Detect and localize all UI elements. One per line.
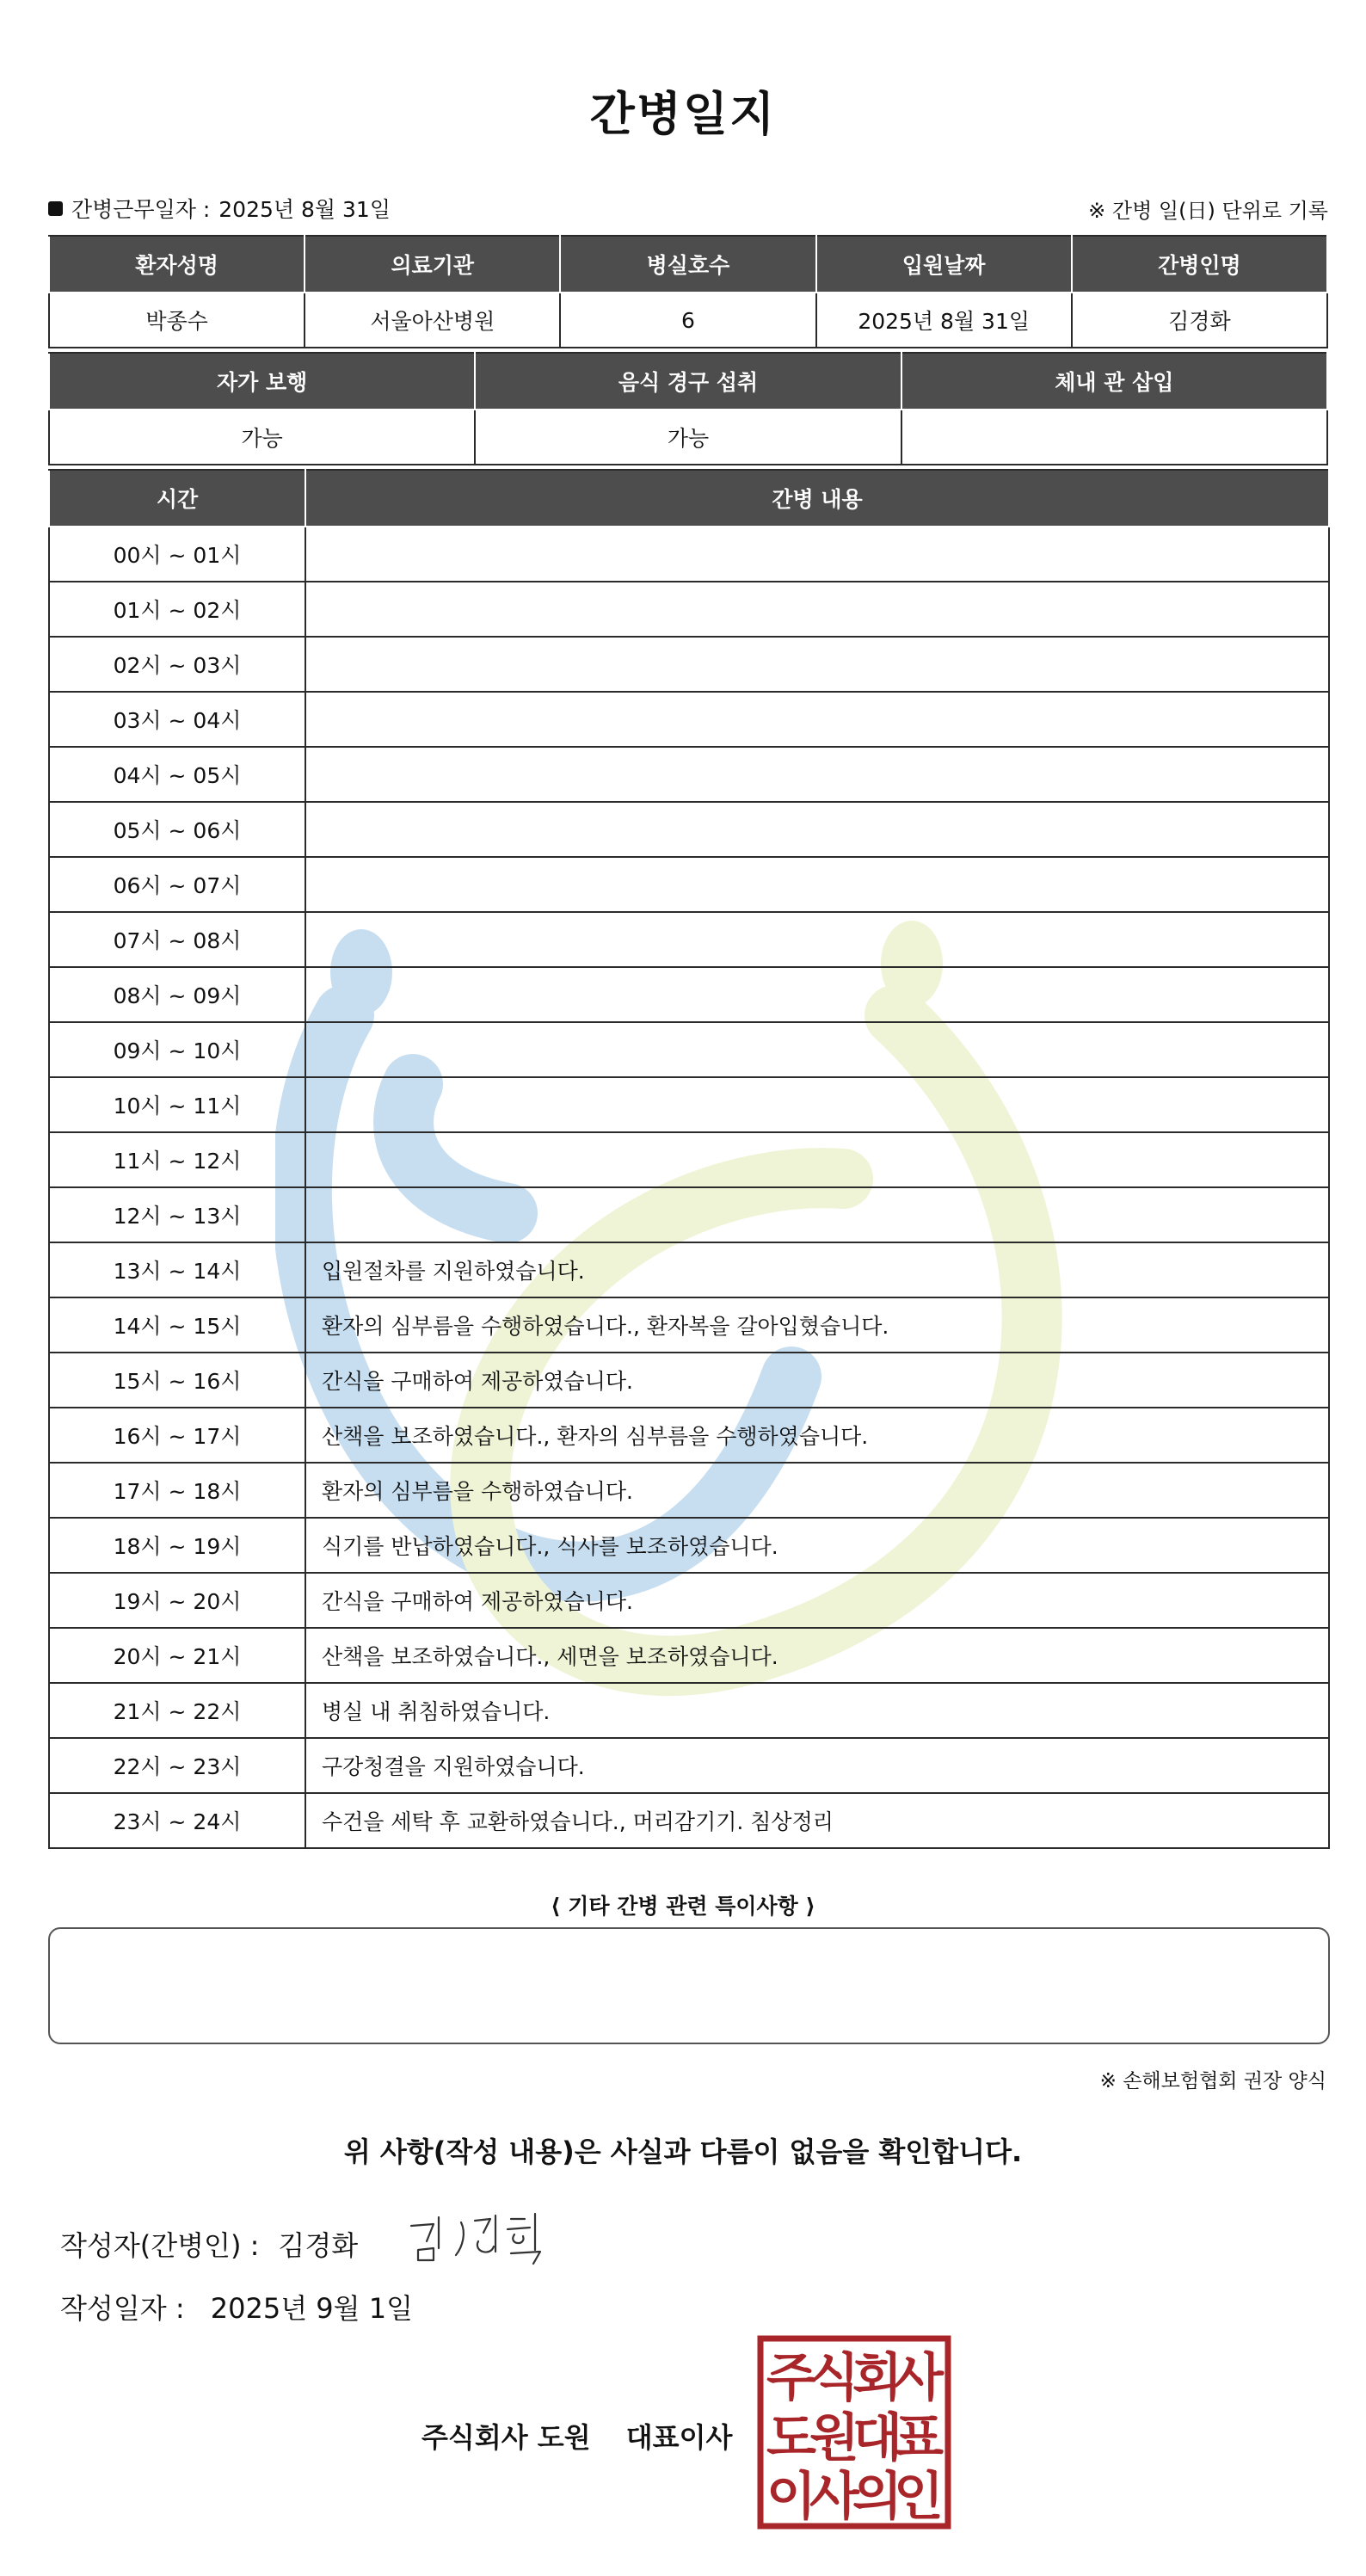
patient-info-header-row <box>49 236 1327 293</box>
room-number: 6 <box>560 293 815 348</box>
header-room-number: 병실호수 <box>560 236 815 293</box>
care-log-row <box>49 1353 1329 1408</box>
log-time: 13시 ~ 14시 <box>49 1242 305 1297</box>
log-content <box>305 857 1329 912</box>
svg-text:의: 의 <box>852 2467 902 2527</box>
company-line <box>421 2416 732 2456</box>
log-time: 06시 ~ 07시 <box>49 857 305 912</box>
page-title: 간병일지 <box>589 87 777 141</box>
log-content <box>305 967 1329 1022</box>
log-time: 20시 ~ 21시 <box>49 1628 305 1683</box>
care-log-row <box>49 1132 1329 1187</box>
care-log-row <box>49 802 1329 857</box>
care-log-row <box>49 967 1329 1022</box>
care-log-row <box>49 1573 1329 1628</box>
log-time: 09시 ~ 10시 <box>49 1022 305 1077</box>
header-oral-intake: 음식 경구 섭취 <box>475 353 901 410</box>
care-log-row <box>49 1187 1329 1242</box>
svg-text:표: 표 <box>894 2408 944 2468</box>
header-tube-insertion: 체내 관 삽입 <box>901 353 1327 410</box>
care-log-row <box>49 1077 1329 1132</box>
log-time: 08시 ~ 09시 <box>49 967 305 1022</box>
handwritten-signature <box>404 2207 559 2267</box>
header-care-content: 간병 내용 <box>305 470 1329 527</box>
care-log-row <box>49 1242 1329 1297</box>
care-log-row <box>49 1683 1329 1738</box>
log-time: 10시 ~ 11시 <box>49 1077 305 1132</box>
header-time: 시간 <box>49 470 305 527</box>
log-content <box>305 802 1329 857</box>
caregiver-name: 김경화 <box>1072 293 1327 348</box>
log-content: 입원절차를 지원하였습니다. <box>305 1242 1329 1297</box>
header-walking: 자가 보행 <box>49 353 475 410</box>
written-date-line <box>60 2287 413 2326</box>
svg-text:주: 주 <box>766 2348 816 2408</box>
care-log-row <box>49 747 1329 802</box>
confirmation-statement: 위 사항(작성 내용)은 사실과 다름이 없음을 확인합니다. <box>343 2135 1023 2168</box>
log-time: 12시 ~ 13시 <box>49 1187 305 1242</box>
care-log-row <box>49 527 1329 582</box>
care-log-row <box>49 1628 1329 1683</box>
care-log-row <box>49 1793 1329 1848</box>
oral-intake-status: 가능 <box>475 410 901 465</box>
log-content <box>305 747 1329 802</box>
meta-row <box>48 191 1328 225</box>
admission-date: 2025년 8월 31일 <box>816 293 1072 348</box>
care-log-row <box>49 1408 1329 1463</box>
care-log-row <box>49 637 1329 692</box>
special-notes-label: ⟨ 기타 간병 관련 특이사항 ⟩ <box>551 1894 815 1919</box>
log-content: 수건을 세탁 후 교환하였습니다., 머리감기기. 침상정리 <box>305 1793 1329 1848</box>
log-content <box>305 1187 1329 1242</box>
writer-label: 작성자(간병인) : <box>60 2229 260 2262</box>
header-admission-date: 입원날짜 <box>816 236 1072 293</box>
log-content: 간식을 구매하여 제공하였습니다. <box>305 1353 1329 1408</box>
log-time: 14시 ~ 15시 <box>49 1297 305 1353</box>
log-time: 07시 ~ 08시 <box>49 912 305 967</box>
tube-insertion-status <box>901 410 1327 465</box>
log-content <box>305 912 1329 967</box>
svg-text:원: 원 <box>809 2408 859 2468</box>
log-time: 22시 ~ 23시 <box>49 1738 305 1793</box>
svg-text:회: 회 <box>852 2348 902 2408</box>
header-patient-name: 환자성명 <box>49 236 305 293</box>
svg-text:인: 인 <box>894 2467 944 2527</box>
care-log-table <box>48 469 1330 1849</box>
log-time: 03시 ~ 04시 <box>49 692 305 747</box>
care-log-body <box>49 527 1329 1848</box>
log-time: 11시 ~ 12시 <box>49 1132 305 1187</box>
log-time: 23시 ~ 24시 <box>49 1793 305 1848</box>
log-time: 19시 ~ 20시 <box>49 1573 305 1628</box>
log-content: 환자의 심부름을 수행하였습니다., 환자복을 갈아입혔습니다. <box>305 1297 1329 1353</box>
log-time: 02시 ~ 03시 <box>49 637 305 692</box>
care-log-row <box>49 1297 1329 1353</box>
patient-name: 박종수 <box>49 293 305 348</box>
patient-info-value-row <box>49 293 1327 348</box>
log-content <box>305 1022 1329 1077</box>
log-time: 05시 ~ 06시 <box>49 802 305 857</box>
log-content <box>305 582 1329 637</box>
log-time: 00시 ~ 01시 <box>49 527 305 582</box>
header-caregiver-name: 간병인명 <box>1072 236 1327 293</box>
work-date-block <box>48 193 391 224</box>
log-content <box>305 692 1329 747</box>
care-log-row <box>49 912 1329 967</box>
log-content <box>305 1077 1329 1132</box>
unit-note: ※ 간병 일(日) 단위로 기록 <box>1088 198 1328 223</box>
hospital-name: 서울아산병원 <box>305 293 560 348</box>
log-content <box>305 1132 1329 1187</box>
log-time: 01시 ~ 02시 <box>49 582 305 637</box>
log-content: 식기를 반납하였습니다., 식사를 보조하였습니다. <box>305 1518 1329 1573</box>
company-seal-stamp <box>757 2335 951 2530</box>
status-value-row <box>49 410 1327 465</box>
care-log-row <box>49 1738 1329 1793</box>
log-content: 병실 내 취침하였습니다. <box>305 1683 1329 1738</box>
log-time: 16시 ~ 17시 <box>49 1408 305 1463</box>
care-log-row <box>49 692 1329 747</box>
log-content: 구강청결을 지원하였습니다. <box>305 1738 1329 1793</box>
log-content: 산책을 보조하였습니다., 세면을 보조하였습니다. <box>305 1628 1329 1683</box>
log-time: 04시 ~ 05시 <box>49 747 305 802</box>
care-log-header-row <box>49 470 1329 527</box>
status-header-row <box>49 353 1327 410</box>
log-time: 17시 ~ 18시 <box>49 1463 305 1518</box>
svg-text:도: 도 <box>766 2408 816 2468</box>
writer-line <box>60 2224 358 2264</box>
work-date-value: 2025년 8월 31일 <box>218 197 391 222</box>
writer-name: 김경화 <box>278 2229 359 2262</box>
square-bullet-icon <box>48 201 63 216</box>
log-content: 환자의 심부름을 수행하였습니다. <box>305 1463 1329 1518</box>
company-name: 주식회사 도원 <box>421 2421 591 2454</box>
log-time: 21시 ~ 22시 <box>49 1683 305 1738</box>
svg-text:이: 이 <box>766 2467 816 2527</box>
work-date-label: 간병근무일자 : <box>71 197 211 222</box>
svg-text:사: 사 <box>894 2348 944 2408</box>
care-log-row <box>49 1463 1329 1518</box>
written-date-label: 작성일자 : <box>60 2292 185 2325</box>
care-log-row <box>49 1022 1329 1077</box>
log-content: 산책을 보조하였습니다., 환자의 심부름을 수행하였습니다. <box>305 1408 1329 1463</box>
svg-text:대: 대 <box>852 2408 902 2468</box>
log-time: 15시 ~ 16시 <box>49 1353 305 1408</box>
log-time: 18시 ~ 19시 <box>49 1518 305 1573</box>
care-log-row <box>49 582 1329 637</box>
header-hospital: 의료기관 <box>305 236 560 293</box>
written-date-value: 2025년 9월 1일 <box>210 2292 414 2325</box>
log-content: 간식을 구매하여 제공하였습니다. <box>305 1573 1329 1628</box>
walking-status: 가능 <box>49 410 475 465</box>
log-content <box>305 637 1329 692</box>
care-log-row <box>49 857 1329 912</box>
recommend-note: ※ 손해보험협회 권장 양식 <box>1099 2070 1326 2092</box>
svg-text:사: 사 <box>809 2467 859 2527</box>
svg-text:식: 식 <box>809 2348 859 2408</box>
log-content <box>305 527 1329 582</box>
care-log-row <box>49 1518 1329 1573</box>
patient-status-table <box>48 352 1328 465</box>
special-notes-box <box>48 1927 1330 2044</box>
ceo-label: 대표이사 <box>625 2421 733 2454</box>
patient-info-table <box>48 235 1328 348</box>
